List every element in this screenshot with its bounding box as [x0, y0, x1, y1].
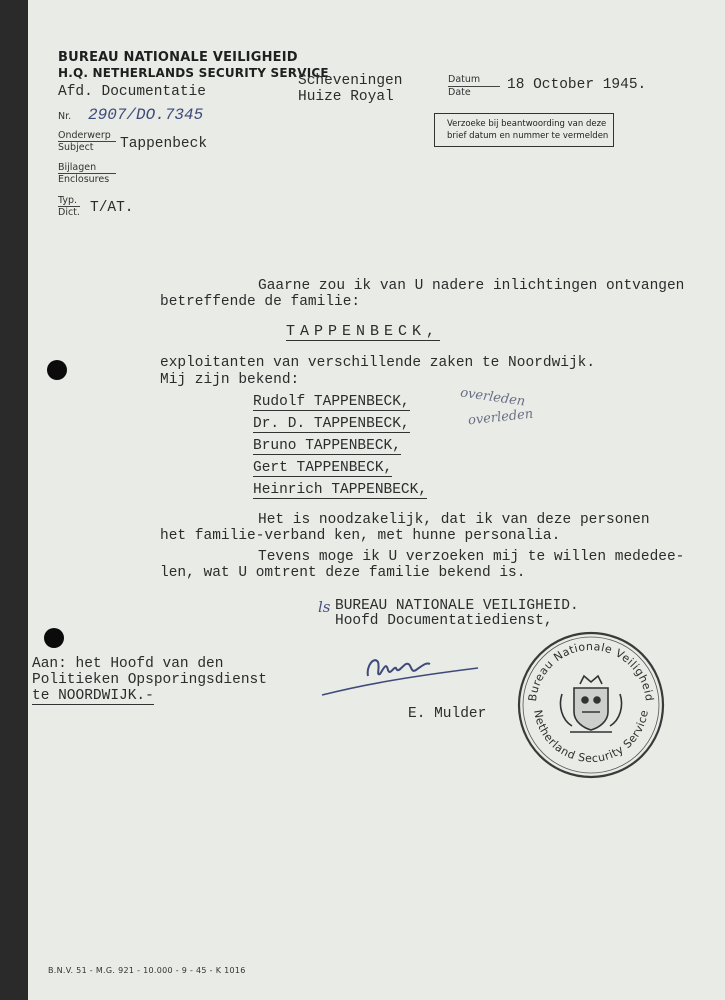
reply-notice-line2: brief datum en nummer te vermelden	[447, 131, 609, 141]
reply-notice-box	[434, 113, 614, 147]
punch-hole-lower	[44, 628, 64, 648]
subject-label-nl: Onderwerp	[58, 130, 111, 141]
subject-label-en: Subject	[58, 142, 94, 153]
enclosures-label-nl: Bijlagen	[58, 162, 97, 173]
date-label-en: Date	[448, 87, 471, 98]
punch-hole-upper	[47, 360, 67, 380]
location-line1: Scheveningen	[298, 73, 403, 89]
name-gert: Gert TAPPENBECK,	[253, 460, 393, 476]
dict-label: Dict.	[58, 207, 80, 218]
typ-label: Typ.	[58, 195, 77, 206]
footer-print-code: B.N.V. 51 - M.G. 921 - 10.000 - 9 - 45 - K 1016	[48, 966, 246, 975]
body-p4-line2: len, wat U omtrent deze familie bekend is.	[160, 565, 526, 581]
handwritten-signature	[318, 640, 488, 700]
date-value: 18 October 1945.	[507, 77, 647, 93]
known-intro: Mij zijn bekend:	[160, 372, 300, 388]
body-p3-line2: het familie-verband ken, met hunne personalia.	[160, 528, 561, 544]
enclosures-label-en: Enclosures	[58, 174, 110, 185]
name-rudolf: Rudolf TAPPENBECK,	[253, 394, 410, 410]
location-line2: Huize Royal	[298, 89, 394, 105]
official-stamp	[514, 628, 668, 782]
body-p2: exploitanten van verschillende zaken te Noordwijk.	[160, 355, 596, 371]
org-name: BUREAU NATIONALE VEILIGHEID	[58, 50, 298, 65]
nr-label: Nr.	[58, 111, 72, 122]
signature-dept: Hoofd Documentatiedienst,	[335, 613, 553, 629]
letter-page	[28, 0, 725, 1000]
reply-notice-line1: Verzoeke bij beantwoording van deze	[447, 119, 607, 129]
svg-text:Netherland Security Service: Netherland Security Service	[531, 708, 651, 766]
nr-value: 2907/DO.7345	[88, 106, 204, 124]
signature-name: E. Mulder	[408, 706, 487, 722]
body-p4-line1: Tevens moge ik U verzoeken mij te willen mededee-	[258, 549, 685, 565]
body-p3-line1: Het is noodzakelijk, dat ik van deze personen	[258, 512, 650, 528]
subject-value: Tappenbeck	[120, 136, 208, 152]
name-heinrich: Heinrich TAPPENBECK,	[253, 482, 428, 498]
annotation-deceased-2: overleden	[467, 406, 534, 429]
body-p1-line1: Gaarne zou ik van U nadere inlichtingen ontvangen	[258, 278, 685, 294]
org-subtitle: H.Q. NETHERLANDS SECURITY SERVICE	[58, 66, 329, 80]
family-name: TAPPENBECK,	[286, 323, 441, 340]
addressee-line2: Politieken Opsporingsdienst	[32, 672, 267, 688]
name-bruno: Bruno TAPPENBECK,	[253, 438, 401, 454]
body-p1-line2: betreffende de familie:	[160, 294, 361, 310]
annotation-deceased-1: overleden	[459, 385, 527, 410]
department: Afd. Documentatie	[58, 84, 206, 100]
addressee-line1: Aan: het Hoofd van den	[32, 656, 224, 672]
typ-value: T/AT.	[90, 200, 134, 216]
date-label-nl: Datum	[448, 74, 481, 85]
addressee-line3: te NOORDWIJK.-	[32, 688, 154, 704]
signature-org: BUREAU NATIONALE VEILIGHEID.	[335, 598, 579, 614]
signature-prefix: ls	[318, 598, 331, 616]
svg-text:Bureau Nationale Veiligheid: Bureau Nationale Veiligheid	[526, 639, 656, 703]
coat-of-arms-emblem	[560, 676, 621, 732]
name-dr-d: Dr. D. TAPPENBECK,	[253, 416, 410, 432]
